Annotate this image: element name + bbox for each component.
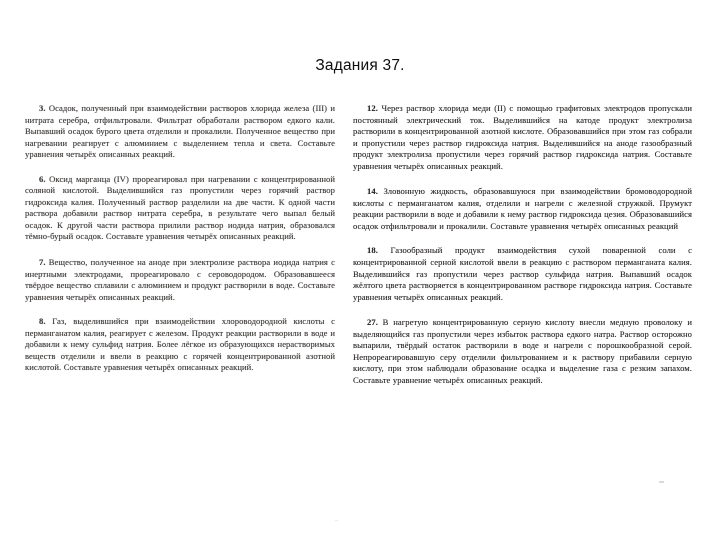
left-column bbox=[0, 103, 348, 374]
task-item bbox=[25, 174, 335, 243]
task-number: 14. bbox=[367, 186, 378, 197]
task-text: Зловонную жидкость, образовавшуюся при взаимодействии бромоводородной кислоты с перманганатом калия, отделили и нагрели с железной стружкой. Прумукт реакции растворили в воде и добавили к нему раствор гидроксида цезия. Образовавшийся осадок отфильтровали и прокалили. Составьте уравнения четырёх описанных реакций bbox=[353, 186, 692, 231]
task-text: Газ, выделившийся при взаимодействии хлороводородной кислоты с перманганатом калия, реагирует с железом. Продукт реакции растворили в воде и добавили к нему сульфид натрия. Более лёгкое из образующихся нерастворимых веществ отделили и ввели в реакцию с горячей концентрированной азотной кислотой. Составьте уравнения четырёх описанных реакций. bbox=[25, 316, 336, 373]
task-number: 7. bbox=[39, 257, 46, 268]
task-item bbox=[353, 186, 692, 232]
task-text: Газообразный продукт взаимодействия сухой поваренной соли с концентрированной серной кислотой ввели в реакцию с раствором перманганата калия. Выделившийся газ пропустили через раствор сульфида натрия. Выпавший осадок жёлтого цвета растворяется в концентрированном растворе гидроксида натрия. Составьте уравнения четырёх описанных реакций. bbox=[353, 245, 692, 302]
page-title: Задания 37. bbox=[315, 57, 405, 74]
task-item bbox=[353, 245, 692, 303]
task-item bbox=[25, 257, 335, 303]
task-number: 12. bbox=[367, 103, 378, 113]
task-text: Через раствор хлорида меди (II) с помощью графитовых электродов пропускали постоянный электрический ток. Выделившийся на катоде продукт электролиза растворили в концентрированной азотной кислоте. Образовавшийся при этом газ собрали и пропустили через раствор гидроксида натрия. Выделившийся на аноде газообразный продукт электролиза пропустили через горячий раствор гидроксида натрия. Составьте уравнения четырёх описанных реакций. bbox=[353, 103, 692, 171]
task-item bbox=[353, 103, 692, 172]
task-number: 3. bbox=[39, 103, 46, 113]
task-text: В нагретую концентрированную серную кислоту внесли медную проволоку и выделяющийся газ пропустили через избыток раствора едкого натра. Раствор осторожно выпарили, твёрдый остаток растворили в воде и нагрели с порошкообразной серой. Непрореагировавшую серу отделили фильтрованием и к раствору прибавили серную кислоту, при этом наблюдали образование осадка и выделение газа с резким запахом. Составьте уравнение четырёх описанных реакций. bbox=[353, 317, 693, 385]
task-number: 18. bbox=[367, 245, 378, 256]
task-number: 27. bbox=[367, 317, 378, 328]
task-text: Осадок, полученный при взаимодействии растворов хлорида железа (III) и нитрата серебра, отфильтровали. Фильтрат обработали раствором едкого кали. Выпавший осадок бурого цвета отделили и прокалили. Полученное вещество при нагревании реагирует с алюминием с выделением тепла и света. Составьте уравнения четырёх описанных реакций. bbox=[25, 103, 335, 160]
task-item bbox=[25, 316, 335, 374]
task-number: 8. bbox=[39, 316, 46, 327]
task-item bbox=[353, 317, 692, 386]
two-column-body bbox=[0, 103, 720, 503]
task-text: Оксид марганца (IV) прореагировал при нагревании с концентрированной соляной кислотой. Выделившийся газ пропустили через горячий раствор гидроксида калия. Полученный раствор разделили на две части. К одной части раствора добавили раствор нитрата серебра, в результате чего выпал белый осадок. К другой части раствора прилили раствор иодида натрия, образовался тёмно-бурый осадок. Составьте уравнения четырёх описанных реакций. bbox=[25, 173, 335, 242]
task-text: Вещество, полученное на аноде при электролизе раствора иодида натрия с инертными электродами, прореагировало с сероводородом. Образовавшееся твёрдое вещество сплавили с алюминием и продукт растворили в воде. Составьте уравнения четырёх описанных реакций. bbox=[25, 257, 335, 302]
task-number: 6. bbox=[39, 173, 46, 184]
right-column bbox=[348, 103, 720, 386]
scan-artifact bbox=[335, 520, 338, 521]
task-item bbox=[25, 103, 335, 161]
scan-artifact bbox=[659, 481, 664, 483]
